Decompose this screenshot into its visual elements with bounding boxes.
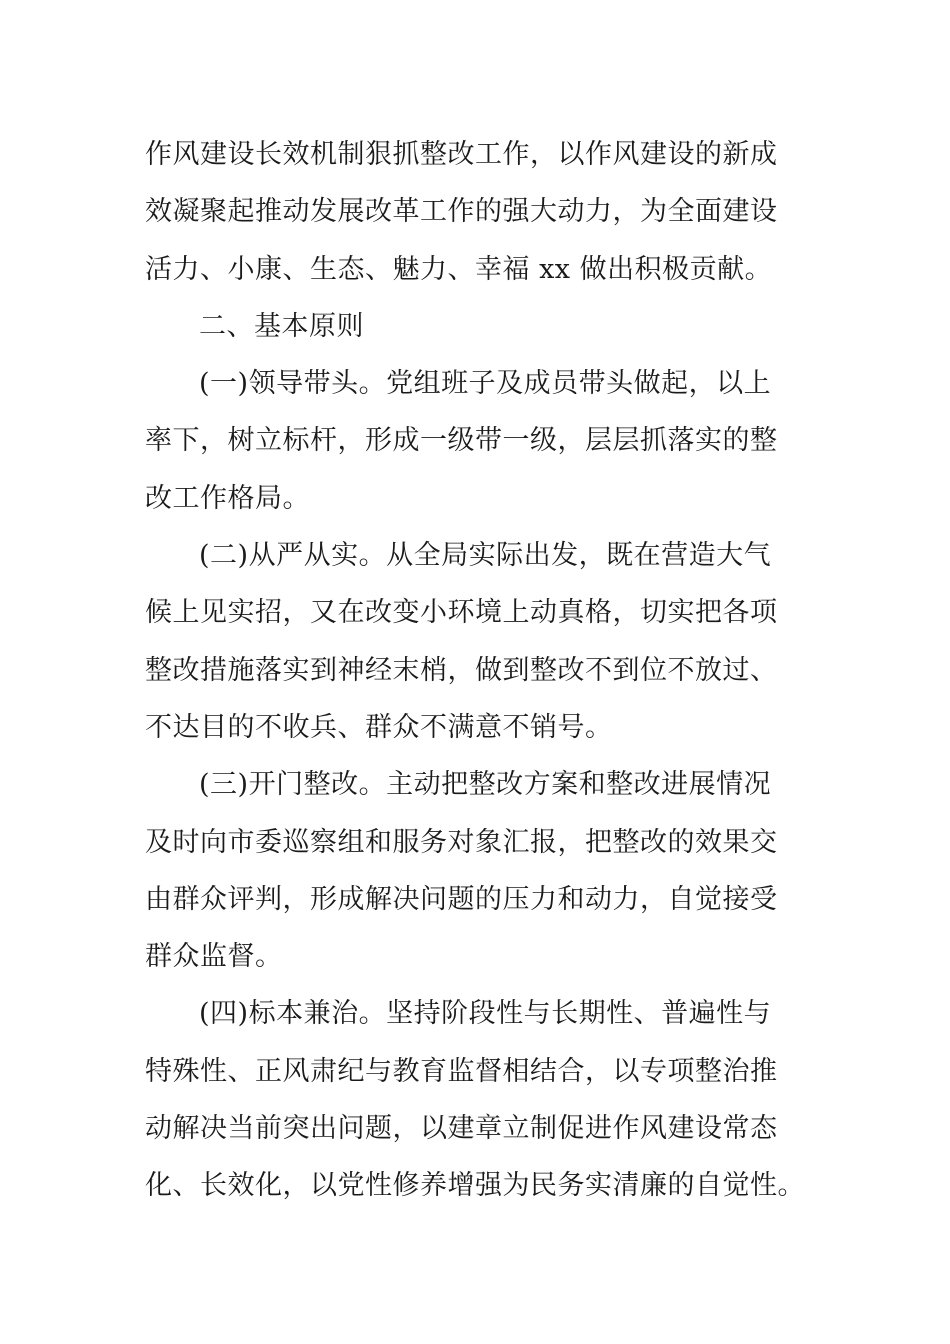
paragraph-principle-4 — [145, 985, 815, 1214]
paragraph-intro-continuation — [145, 126, 815, 298]
heading-text: 二、基本原则 — [199, 310, 364, 342]
text-line: (四)标本兼治。坚持阶段性与长期性、普遍性与 — [199, 998, 772, 1030]
text-line: 作风建设长效机制狠抓整改工作，以作风建设的新成 — [145, 139, 778, 170]
text-line: (二)从严从实。从全局实际出发，既在营造大气 — [199, 540, 772, 572]
paragraph-principle-2 — [145, 527, 815, 756]
paragraph-principle-1 — [145, 355, 815, 527]
text-line: 率下，树立标杆，形成一级带一级，层层抓落实的整 — [145, 425, 778, 457]
text-line: 效凝聚起推动发展改革工作的强大动力，为全面建设 — [145, 196, 778, 228]
document-body — [145, 126, 815, 1215]
text-line: 活力、小康、生态、魅力、幸福 xx 做出积极贡献。 — [145, 253, 773, 285]
text-line: 动解决当前突出问题，以建章立制促进作风建设常态 — [145, 1113, 778, 1145]
text-line: 改工作格局。 — [145, 482, 310, 514]
text-line: 不达目的不收兵、群众不满意不销号。 — [145, 711, 613, 743]
text-line: 整改措施落实到神经末梢，做到整改不到位不放过、 — [145, 654, 778, 686]
text-line: 化、长效化，以党性修养增强为民务实清廉的自觉性。 — [145, 1170, 805, 1202]
text-line: 及时向市委巡察组和服务对象汇报，把整改的效果交 — [145, 826, 778, 858]
text-line: 群众监督。 — [145, 941, 283, 973]
text-line: 候上见实招，又在改变小环境上动真格，切实把各项 — [145, 597, 778, 629]
text-line: (一)领导带头。党组班子及成员带头做起，以上 — [199, 368, 772, 400]
text-line: (三)开门整改。主动把整改方案和整改进展情况 — [199, 769, 772, 801]
text-line: 特殊性、正风肃纪与教育监督相结合，以专项整治推 — [145, 1055, 778, 1087]
paragraph-principle-3 — [145, 756, 815, 985]
section-heading — [145, 298, 815, 355]
text-line: 由群众评判，形成解决问题的压力和动力，自觉接受 — [145, 883, 778, 915]
